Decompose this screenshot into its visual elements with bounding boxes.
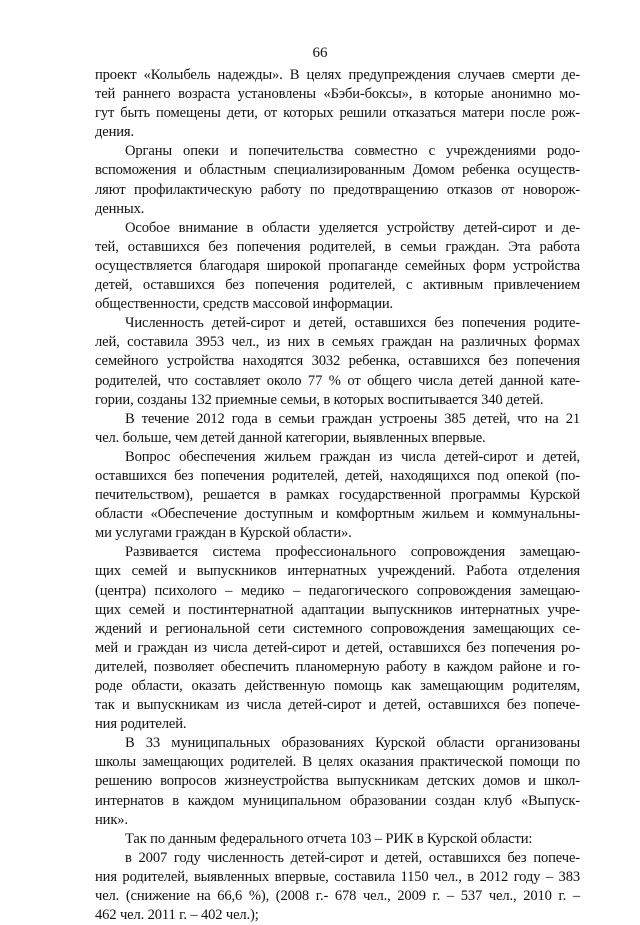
text-line: проект «Колыбель надежды». В целях предупреждения случаев смерти де- [95, 67, 580, 83]
text-line: денных. [95, 200, 145, 217]
text-line: ждений и региональной сети системного сопровождения замещающих се- [95, 620, 580, 637]
paragraph [95, 410, 580, 448]
text-line: щих семей и постинтернатной адаптации выпускников интернатных учре- [95, 601, 580, 618]
text-line: общественности, средств массовой информации. [95, 296, 394, 313]
text-line: печительством), решается в рамках государственной программы Курской [95, 487, 580, 504]
text-line: области «Обеспечение доступным и комфортным жильем и коммунальны- [95, 506, 580, 523]
text-line: мей и граждан из числа детей-сирот и детей, оставшихся без попечения ро- [95, 639, 580, 656]
text-line: так и выпускникам из числа детей-сирот и детей, оставшихся без попече- [95, 697, 580, 714]
paragraph [95, 849, 580, 925]
text-line: детей, оставшихся без попечения родителей, с активным привлечением [95, 277, 580, 294]
text-line: решению вопросов жизнеустройства выпускникам детских домов и школ- [95, 773, 580, 790]
text-line: интернатов в каждом муниципальном образовании создан клуб «Выпуск- [95, 792, 580, 809]
text-line: Органы опеки и попечительства совместно с учреждениями родо- [125, 143, 580, 160]
text-line: тей раннего возраста установлены «Бэби-боксы», в которые анонимно мо- [95, 86, 580, 103]
text-line: В течение 2012 года в семьи граждан устроены 385 детей, что на 21 [125, 410, 580, 427]
text-line: (центра) психолого – медико – педагогического сопровождения замещаю- [95, 582, 580, 599]
text-line: гут быть помещены дети, от которых решили отказаться матери после рож- [95, 105, 580, 122]
text-line: ния родителей, выявленных впервые, составила 1150 чел., в 2012 году – 383 [95, 868, 580, 885]
text-line: дителей, позволяет обеспечить планомерную работу в каждом районе и го- [95, 658, 580, 675]
text-line: ми услугами граждан в Курской области». [95, 525, 352, 542]
text-line: осуществляется благодаря широкой пропаганде семейных форм устройства [95, 257, 580, 274]
paragraph [95, 448, 580, 543]
text-line: школы замещающих родителей. В целях оказания практической помощи по [95, 754, 580, 771]
text-line: В 33 муниципальных образованиях Курской области организованы [125, 735, 580, 752]
text-line: чел. больше, чем детей данной категории, выявленных впервые. [95, 429, 486, 446]
text-line: семейного устройства находятся 3032 ребенка, оставшихся без попечения [95, 353, 580, 370]
text-line: ник». [95, 811, 128, 828]
text-line: ляют профилактическую работу по предотвращению отказов от новорож- [95, 181, 580, 198]
paragraph [95, 66, 580, 142]
page-number: 66 [312, 45, 328, 61]
text-line: лей, составила 3953 чел., из них в семьях граждан на различных формах [95, 334, 580, 351]
text-line: Развивается система профессионального сопровождения замещаю- [125, 544, 580, 561]
paragraph [95, 543, 580, 734]
paragraph [95, 830, 580, 849]
text-line: родителей, что составляет около 77 % от общего числа детей данной кате- [95, 372, 580, 389]
paragraph [95, 219, 580, 314]
text-line: гории, созданы 132 приемные семьи, в которых воспитывается 340 детей. [95, 391, 544, 408]
text-line: Вопрос обеспечения жильем граждан из числа детей-сирот и детей, [125, 448, 580, 465]
text-line: Так по данным федерального отчета 103 – РИК в Курской области: [125, 830, 533, 847]
text-line: щих семей и выпускников интернатных учреждений. Работа отделения [95, 563, 580, 580]
text-line: вспоможения и областным специализированным Домом ребенка осуществ- [95, 162, 580, 179]
text-line: 462 чел. 2011 г. – 402 чел.); [95, 907, 259, 924]
paragraph [95, 142, 580, 218]
document-body [95, 66, 580, 925]
text-line: ния родителей. [95, 716, 187, 733]
text-line: роде области, оказать действенную помощь как замещающим родителям, [95, 678, 580, 694]
text-line: дения. [95, 124, 134, 141]
text-line: Особое внимание в области уделяется устройству детей-сирот и де- [125, 219, 580, 236]
text-line: чел. (снижение на 66,6 %), (2008 г.- 678 чел., 2009 г. – 537 чел., 2010 г. – [95, 888, 580, 905]
text-line: тей, оставшихся без попечения родителей, в семьи граждан. Эта работа [95, 238, 580, 255]
text-line: Численность детей-сирот и детей, оставшихся без попечения родите- [125, 315, 580, 332]
paragraph [95, 734, 580, 829]
text-line: оставшихся без попечения родителей, детей, находящихся под опекой (по- [95, 467, 580, 484]
paragraph [95, 314, 580, 409]
text-line: в 2007 году численность детей-сирот и детей, оставшихся без попече- [125, 849, 580, 866]
